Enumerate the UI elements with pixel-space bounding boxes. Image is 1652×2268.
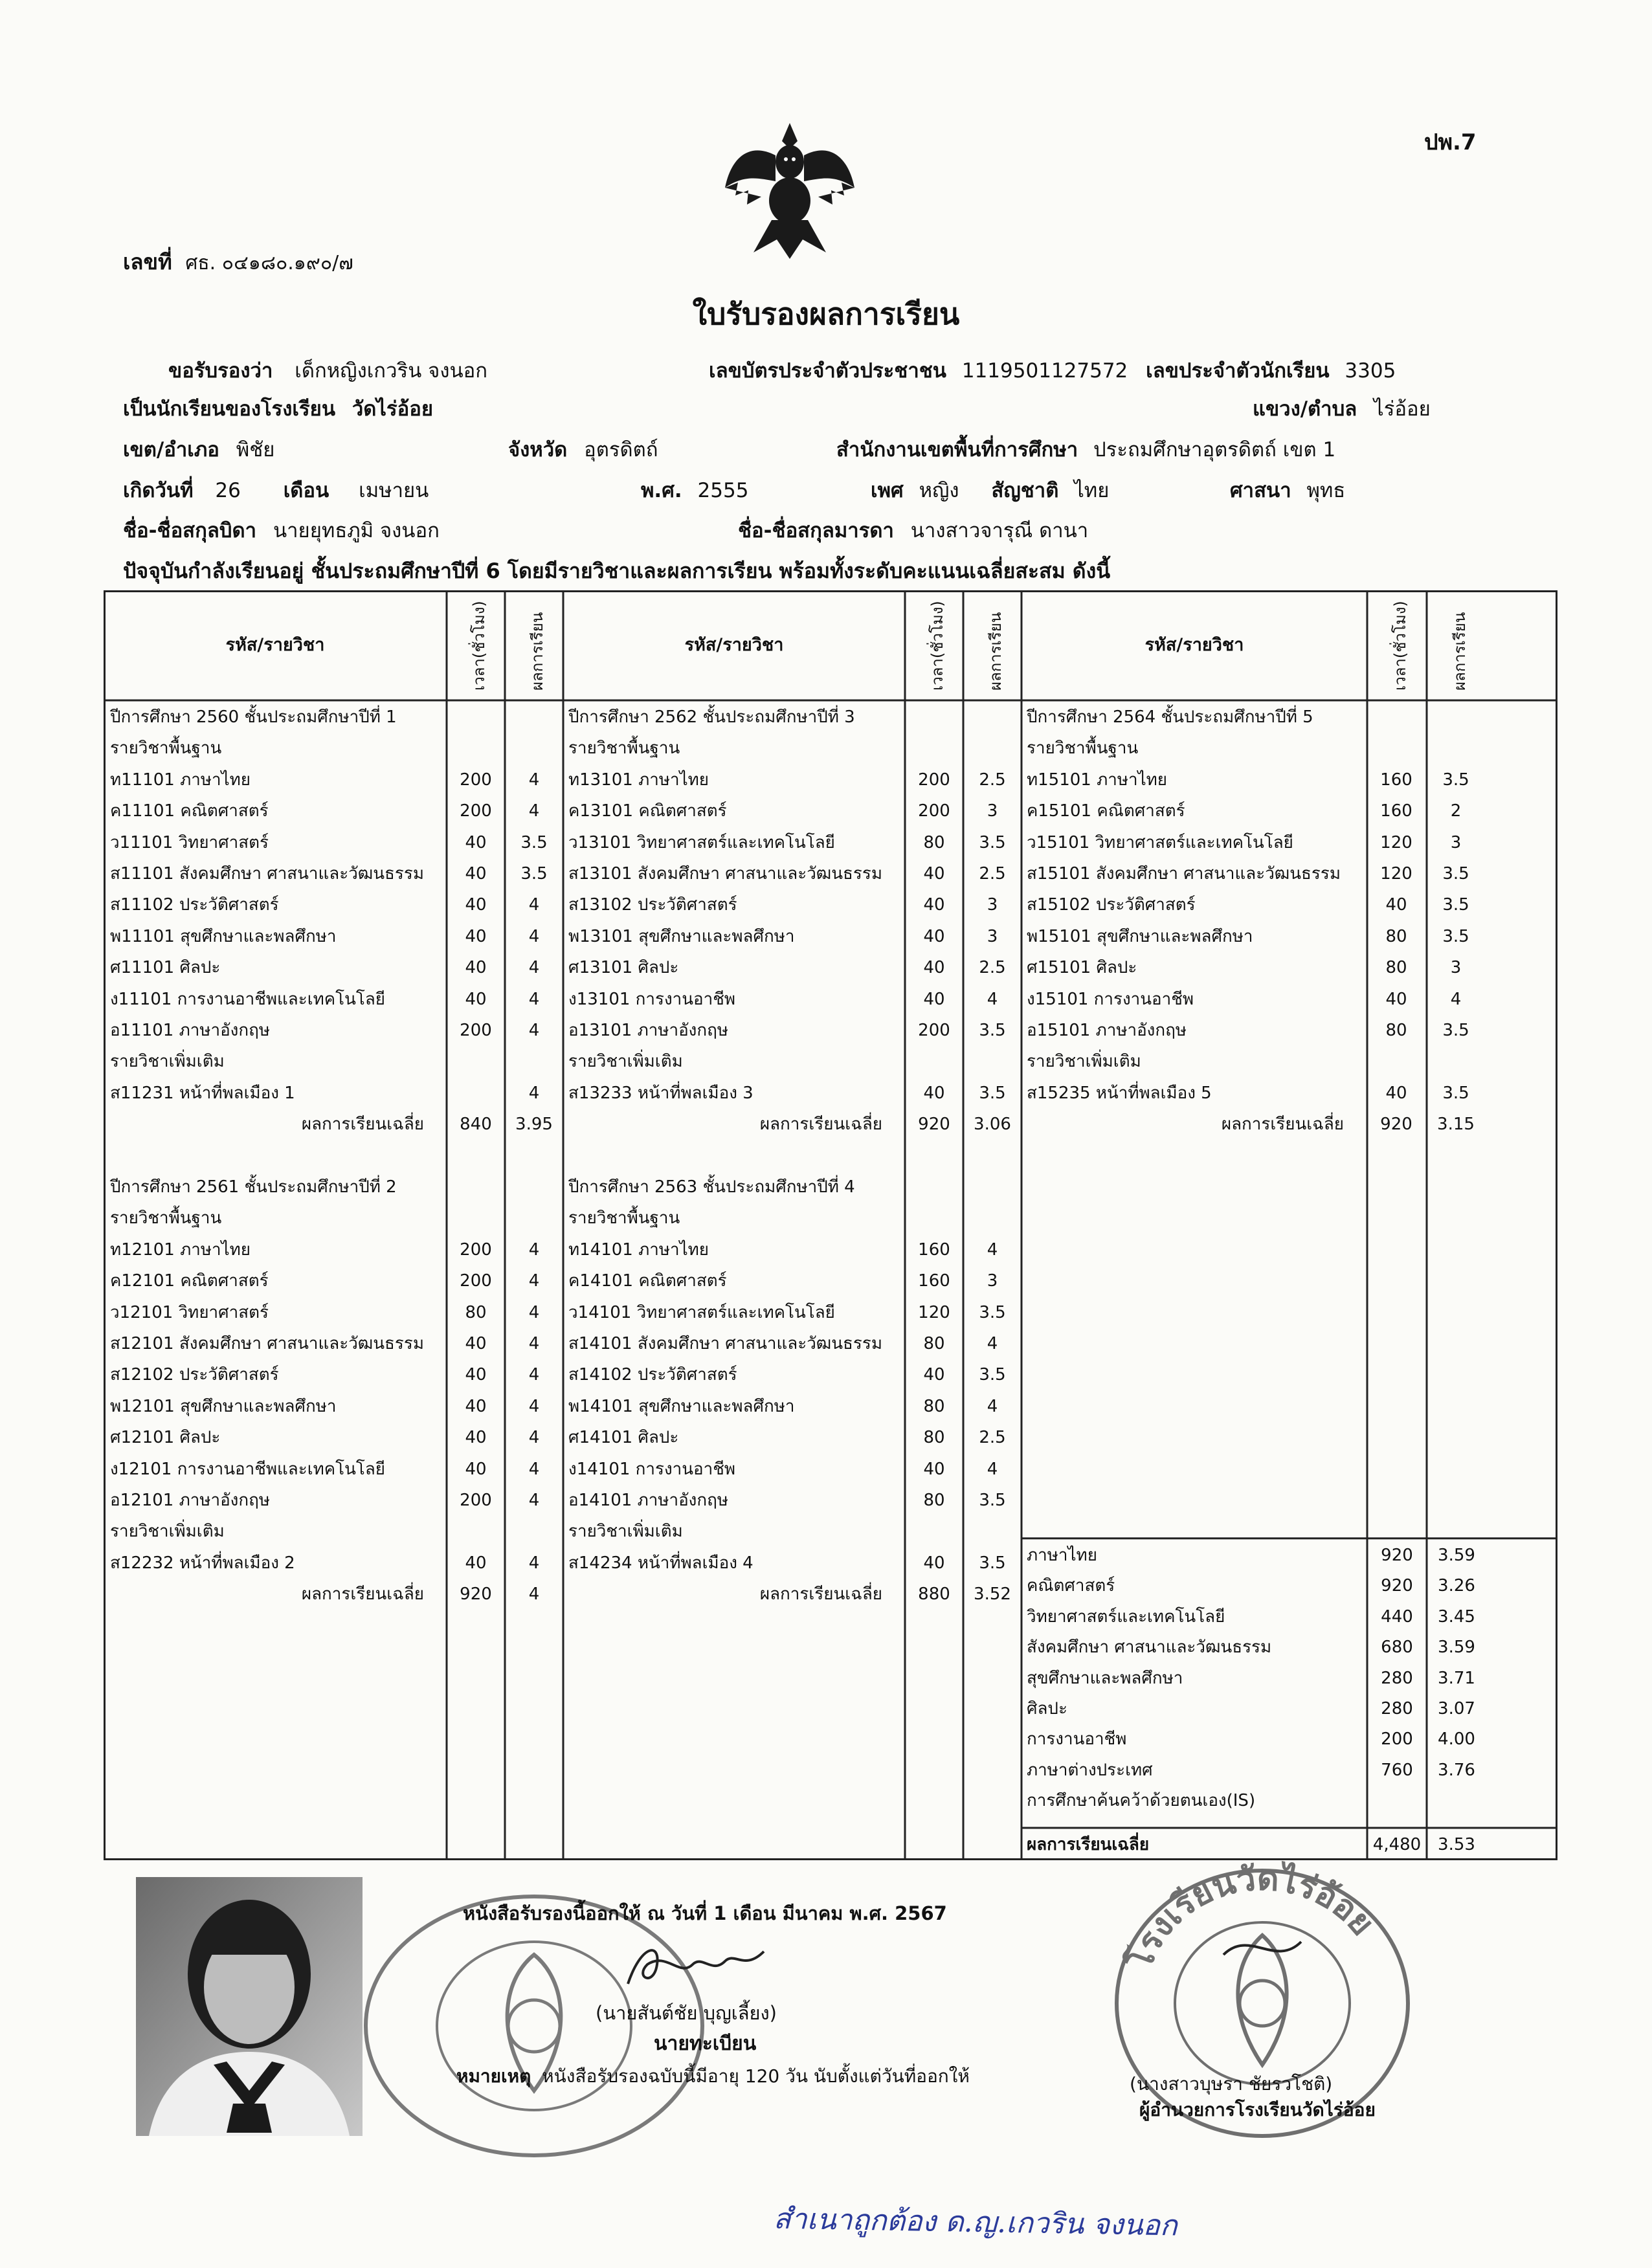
subject-cell: ง13101 การงานอาชีพ — [568, 989, 736, 1009]
grade-cell: 4 — [528, 1302, 540, 1322]
subject-cell: ศ15101 ศิลปะ — [1027, 958, 1137, 978]
year-label: พ.ศ. — [641, 479, 682, 502]
grade-cell: 4 — [528, 1491, 540, 1510]
summary-hours: 680 — [1381, 1638, 1413, 1658]
hours-cell: 40 — [923, 864, 945, 884]
grade-cell: 2.5 — [979, 1428, 1006, 1448]
doc-number-value: ศธ. ๐๔๑๘๐.๑๙๐/๗ — [185, 252, 353, 274]
summary-grade: 3.71 — [1438, 1668, 1475, 1688]
hours-cell: 40 — [465, 1459, 487, 1479]
student-photo — [136, 1877, 363, 2136]
month-label: เดือน — [283, 479, 329, 502]
summary-grade: 3.45 — [1438, 1606, 1475, 1627]
summary-grade: 4.00 — [1438, 1729, 1475, 1750]
subject-cell: ท15101 ภาษาไทย — [1027, 770, 1168, 790]
subject-cell: ส15101 สังคมศึกษา ศาสนาและวัฒนธรรม — [1027, 864, 1341, 884]
hours-cell: 840 — [460, 1115, 492, 1135]
grade-cell: 3.5 — [1442, 1083, 1469, 1103]
hours-cell: 200 — [460, 1021, 492, 1040]
registrar-title: นายทะเบียน — [654, 2032, 757, 2055]
summary-hours: 200 — [1381, 1729, 1413, 1750]
hours-cell: 40 — [465, 1553, 487, 1573]
student-id-value: 3305 — [1345, 359, 1396, 383]
document-title: ใบรับรองผลการเรียน — [692, 296, 960, 331]
hours-cell: 160 — [918, 1271, 950, 1291]
subject-cell: ง11101 การงานอาชีพและเทคโนโลยี — [110, 989, 385, 1009]
summary-grade: 3.59 — [1438, 1545, 1475, 1565]
district-value: พิชัย — [236, 438, 275, 461]
id-line — [709, 358, 1396, 384]
grade-cell: 2.5 — [979, 958, 1006, 978]
subject-cell: ค15101 คณิตศาสตร์ — [1027, 801, 1185, 821]
summary-subject: ภาษาต่างประเทศ — [1027, 1760, 1153, 1780]
grade-cell: 3 — [987, 926, 998, 946]
grade-cell: 4 — [1450, 989, 1462, 1009]
header-grade-3: ผลการเรียน — [1451, 612, 1469, 691]
grade-cell: 3.5 — [979, 1365, 1006, 1385]
subject-cell: พ15101 สุขศึกษาและพลศึกษา — [1027, 926, 1253, 946]
district-label: เขต/อำเภอ — [123, 438, 219, 461]
father-value: นายยุทธภูมิ จงนอก — [273, 519, 440, 542]
grade-cell: 4 — [528, 1459, 540, 1479]
hours-cell: 40 — [465, 958, 487, 978]
grade-cell: 4 — [528, 1021, 540, 1040]
subject-cell: ว13101 วิทยาศาสตร์และเทคโนโลยี — [568, 832, 835, 852]
hours-cell: 40 — [1385, 895, 1407, 915]
document-number — [123, 249, 353, 276]
grade-cell: 4 — [528, 926, 540, 946]
subject-cell: พ13101 สุขศึกษาและพลศึกษา — [568, 926, 795, 946]
hours-cell: 40 — [923, 895, 945, 915]
summary-hours: 280 — [1381, 1698, 1413, 1718]
hours-cell: 80 — [1385, 926, 1407, 946]
grade-cell: 4 — [528, 1271, 540, 1291]
religion-label: ศาสนา — [1230, 479, 1291, 502]
school-stamp-left — [346, 1884, 722, 2168]
sex-label: เพศ — [871, 479, 904, 502]
summary-hours: 440 — [1381, 1606, 1413, 1627]
grade-cell: 4 — [528, 801, 540, 821]
summary-grade: 3.07 — [1438, 1698, 1475, 1718]
school-label: เป็นนักเรียนของโรงเรียน — [123, 397, 336, 421]
subject-cell: รายวิชาเพิ่มเติม — [568, 1052, 683, 1072]
summary-grade: 3.76 — [1438, 1760, 1475, 1780]
subject-cell: ท12101 ภาษาไทย — [110, 1240, 251, 1260]
header-grade-1: ผลการเรียน — [528, 612, 546, 691]
header-subject-2: รหัส/รายวิชา — [684, 635, 784, 655]
grade-cell: 3.5 — [1442, 770, 1469, 790]
subject-cell: รายวิชาพื้นฐาน — [568, 1208, 680, 1228]
hours-cell: 80 — [923, 1334, 945, 1353]
hours-cell: 80 — [1385, 958, 1407, 978]
hours-cell: 120 — [1380, 832, 1412, 852]
grade-cell: 4 — [528, 1083, 540, 1103]
stamp-label: โรงเรียนวัดไร่อ้อย — [1121, 1859, 1382, 1975]
grade-cell: 4 — [987, 1240, 998, 1260]
hours-cell: 40 — [465, 1396, 487, 1416]
grade-cell: 3 — [987, 895, 998, 915]
summary-hours: 280 — [1381, 1668, 1413, 1688]
grade-cell: 4 — [987, 1459, 998, 1479]
father-line — [123, 518, 440, 544]
born-year: 2555 — [697, 479, 749, 502]
office-label: สำนักงานเขตพื้นที่การศึกษา — [836, 438, 1078, 461]
school-value: วัดไร่อ้อย — [352, 397, 434, 421]
subdistrict-value: ไร่อ้อย — [1374, 397, 1431, 421]
hours-cell: 200 — [460, 801, 492, 821]
grade-cell: 3.5 — [1442, 926, 1469, 946]
grade-cell: 3.5 — [979, 1302, 1006, 1322]
grade-cell: 3.5 — [1442, 864, 1469, 884]
grade-cell: 3 — [987, 801, 998, 821]
grade-cell: 4 — [528, 958, 540, 978]
mother-value: นางสาวจารุณี ดานา — [910, 519, 1089, 542]
nationality-value: ไทย — [1074, 479, 1110, 502]
grade-cell: 4 — [528, 1553, 540, 1573]
garuda-emblem — [719, 117, 861, 265]
registrar-signature — [621, 1939, 770, 1997]
subject-cell: ส14234 หน้าที่พลเมือง 4 — [568, 1553, 753, 1573]
father-label: ชื่อ-ชื่อสกุลบิดา — [123, 519, 257, 542]
hours-cell: 40 — [923, 1459, 945, 1479]
hours-cell: 880 — [918, 1584, 950, 1605]
hours-cell: 40 — [923, 1365, 945, 1385]
grade-cell: 2.5 — [979, 770, 1006, 790]
summary-hours: 920 — [1381, 1545, 1413, 1565]
id-card-label: เลขบัตรประจำตัวประชาชน — [709, 359, 946, 383]
grade-cell: 2 — [1450, 801, 1462, 821]
hours-cell: 40 — [465, 864, 487, 884]
religion-line — [1230, 478, 1345, 504]
province-line — [508, 437, 658, 463]
summary-subject: ภาษาไทย — [1027, 1545, 1097, 1565]
subject-cell: พ14101 สุขศึกษาและพลศึกษา — [568, 1396, 795, 1416]
hours-cell: 40 — [465, 926, 487, 946]
mother-label: ชื่อ-ชื่อสกุลมารดา — [738, 519, 894, 542]
grade-cell: 4 — [987, 1334, 998, 1353]
hours-cell: 920 — [1380, 1115, 1412, 1135]
hours-cell: 920 — [460, 1584, 492, 1605]
summary-subject: คณิตศาสตร์ — [1027, 1576, 1115, 1596]
subdistrict-line — [1253, 396, 1431, 422]
hours-cell: 40 — [465, 1365, 487, 1385]
office-line — [836, 437, 1335, 463]
subject-cell: ปีการศึกษา 2562 ชั้นประถมศึกษาปีที่ 3 — [568, 707, 855, 727]
summary-hours: 920 — [1381, 1576, 1413, 1596]
hours-cell: 40 — [923, 958, 945, 978]
sex-line — [871, 478, 1109, 504]
district-line — [123, 437, 274, 463]
hours-cell: 200 — [918, 801, 950, 821]
hours-cell: 40 — [465, 1334, 487, 1353]
hours-cell: 200 — [460, 1491, 492, 1510]
summary-subject: การงานอาชีพ — [1027, 1729, 1127, 1750]
hours-cell: 40 — [1385, 989, 1407, 1009]
hours-cell: 40 — [923, 926, 945, 946]
subject-cell: ศ11101 ศิลปะ — [110, 958, 221, 978]
overall-gpa: 3.53 — [1438, 1835, 1475, 1854]
subject-cell: ส14101 สังคมศึกษา ศาสนาและวัฒนธรรม — [568, 1334, 882, 1353]
subject-cell: อ11101 ภาษาอังกฤษ — [110, 1021, 270, 1040]
grades-table — [104, 590, 1557, 1860]
summary-subject: การศึกษาค้นคว้าด้วยตนเอง(IS) — [1027, 1791, 1256, 1811]
hours-cell: 160 — [1380, 770, 1412, 790]
grade-cell: 4 — [528, 1428, 540, 1448]
subject-cell: รายวิชาพื้นฐาน — [110, 739, 222, 759]
grade-cell: 4 — [528, 989, 540, 1009]
grade-cell: 3.5 — [1442, 1021, 1469, 1040]
subject-cell: ปีการศึกษา 2563 ชั้นประถมศึกษาปีที่ 4 — [568, 1177, 855, 1197]
office-value: ประถมศึกษาอุตรดิตถ์ เขต 1 — [1093, 438, 1336, 461]
grade-cell: 3.15 — [1437, 1115, 1475, 1135]
province-value: อุตรดิตถ์ — [584, 438, 658, 461]
mother-line — [738, 518, 1088, 544]
hours-cell: 40 — [923, 1083, 945, 1103]
grade-cell: 4 — [528, 770, 540, 790]
grade-cell: 3.5 — [979, 832, 1006, 852]
subject-cell: ท14101 ภาษาไทย — [568, 1240, 709, 1260]
subject-cell: รายวิชาพื้นฐาน — [110, 1208, 222, 1228]
religion-value: พุทธ — [1306, 479, 1346, 502]
subject-cell: ค12101 คณิตศาสตร์ — [110, 1271, 269, 1291]
subject-cell: อ13101 ภาษาอังกฤษ — [568, 1021, 728, 1040]
subject-cell: รายวิชาเพิ่มเติม — [110, 1522, 225, 1542]
subject-cell: อ15101 ภาษาอังกฤษ — [1027, 1021, 1187, 1040]
overall-hours: 4,480 — [1372, 1835, 1422, 1854]
grade-cell: 3.5 — [979, 1553, 1006, 1573]
doc-number-label: เลขที่ — [123, 249, 172, 274]
statement: ปัจจุบันกำลังเรียนอยู่ ชั้นประถมศึกษาปีที่ 6 โดยมีรายวิชาและผลการเรียน พร้อมทั้งระดับคะแนนเฉลี่ยสะสม ดังนี้ — [123, 559, 1111, 583]
hours-cell: 40 — [1385, 1083, 1407, 1103]
student-id-label: เลขประจำตัวนักเรียน — [1146, 359, 1330, 383]
hours-cell: 80 — [923, 1491, 945, 1510]
header-hours-2: เวลา(ชั่วโมง) — [928, 601, 946, 691]
subject-cell: ส15102 ประวัติศาสตร์ — [1027, 895, 1196, 915]
grade-cell: 4 — [528, 1396, 540, 1416]
hours-cell: 80 — [923, 1396, 945, 1416]
subject-cell: ว12101 วิทยาศาสตร์ — [110, 1302, 269, 1322]
grade-cell: 4 — [528, 1584, 540, 1605]
summary-subject: สุขศึกษาและพลศึกษา — [1027, 1668, 1183, 1688]
grade-cell: 2.5 — [979, 864, 1006, 884]
summary-subject: วิทยาศาสตร์และเทคโนโลยี — [1027, 1606, 1225, 1627]
grade-cell: 3.5 — [979, 1021, 1006, 1040]
issued-date: หนังสือรับรองนี้ออกให้ ณ วันที่ 1 เดือน มีนาคม พ.ศ. 2567 — [463, 1902, 947, 1924]
subject-cell: ว14101 วิทยาศาสตร์และเทคโนโลยี — [568, 1302, 835, 1322]
form-code: ปพ.7 — [1424, 129, 1477, 155]
summary-hours: 760 — [1381, 1760, 1413, 1780]
subdistrict-label: แขวง/ตำบล — [1253, 397, 1357, 421]
subject-cell: ท13101 ภาษาไทย — [568, 770, 709, 790]
header-grade-2: ผลการเรียน — [987, 612, 1005, 691]
hours-cell: 160 — [1380, 801, 1412, 821]
subject-cell: ง12101 การงานอาชีพและเทคโนโลยี — [110, 1459, 385, 1479]
summary-grade: 3.59 — [1438, 1638, 1475, 1658]
subject-cell: ส15235 หน้าที่พลเมือง 5 — [1027, 1083, 1212, 1103]
hours-cell: 40 — [923, 989, 945, 1009]
subject-cell: รายวิชาพื้นฐาน — [1027, 739, 1139, 759]
subject-cell: รายวิชาเพิ่มเติม — [110, 1052, 225, 1072]
handwritten-certification: สำเนาถูกต้อง ด.ญ.เกวริน จงนอก — [773, 2202, 1178, 2243]
subject-cell: ส14102 ประวัติศาสตร์ — [568, 1365, 737, 1385]
subject-cell: ค14101 คณิตศาสตร์ — [568, 1271, 727, 1291]
overall-average-label: ผลการเรียนเฉลี่ย — [1027, 1835, 1150, 1854]
hours-cell: 80 — [923, 1428, 945, 1448]
certify-label: ขอรับรองว่า — [168, 359, 273, 383]
average-label: ผลการเรียนเฉลี่ย — [301, 1584, 424, 1605]
subject-cell: ศ13101 ศิลปะ — [568, 958, 679, 978]
subject-cell: ส11102 ประวัติศาสตร์ — [110, 895, 279, 915]
summary-subject: สังคมศึกษา ศาสนาและวัฒนธรรม — [1027, 1638, 1272, 1658]
header-hours-3: เวลา(ชั่วโมง) — [1391, 601, 1409, 691]
subject-cell: ปีการศึกษา 2560 ชั้นประถมศึกษาปีที่ 1 — [110, 707, 397, 727]
hours-cell: 200 — [918, 1021, 950, 1040]
grade-cell: 4 — [987, 989, 998, 1009]
grade-cell: 4 — [528, 895, 540, 915]
id-card-value: 1119501127572 — [961, 359, 1128, 383]
subject-cell: อ14101 ภาษาอังกฤษ — [568, 1491, 728, 1510]
hours-cell: 80 — [1385, 1021, 1407, 1040]
grade-cell: 3 — [1450, 958, 1462, 978]
grade-cell: 4 — [528, 1240, 540, 1260]
subject-cell: อ12101 ภาษาอังกฤษ — [110, 1491, 270, 1510]
subject-cell: ส12102 ประวัติศาสตร์ — [110, 1365, 279, 1385]
hours-cell: 40 — [465, 989, 487, 1009]
hours-cell: 200 — [460, 1240, 492, 1260]
hours-cell: 40 — [465, 832, 487, 852]
summary-subject: ศิลปะ — [1027, 1698, 1067, 1718]
subject-cell: ง14101 การงานอาชีพ — [568, 1459, 736, 1479]
grade-cell: 3.5 — [520, 832, 548, 852]
registrar-name: (นายสันต์ชัย บุญเลี้ยง) — [596, 2002, 777, 2024]
subject-cell: ง15101 การงานอาชีพ — [1027, 989, 1194, 1009]
hours-cell: 200 — [460, 770, 492, 790]
born-day: 26 — [215, 479, 241, 502]
director-title: ผู้อำนวยการโรงเรียนวัดไร่อ้อย — [1139, 2099, 1376, 2120]
sex-value: หญิง — [919, 479, 959, 502]
subject-cell: รายวิชาเพิ่มเติม — [568, 1522, 683, 1542]
grade-cell: 4 — [987, 1396, 998, 1416]
student-name: เด็กหญิงเกวริน จงนอก — [295, 359, 488, 383]
subject-cell: ส12232 หน้าที่พลเมือง 2 — [110, 1553, 295, 1573]
grade-cell: 3.06 — [974, 1115, 1011, 1135]
grade-cell: 3 — [1450, 832, 1462, 852]
grade-cell: 3.5 — [520, 864, 548, 884]
hours-cell: 80 — [923, 832, 945, 852]
grade-cell: 3.5 — [1442, 895, 1469, 915]
hours-cell: 40 — [923, 1553, 945, 1573]
subject-cell: ส13102 ประวัติศาสตร์ — [568, 895, 737, 915]
grade-cell: 3.5 — [979, 1083, 1006, 1103]
hours-cell: 120 — [1380, 864, 1412, 884]
average-label: ผลการเรียนเฉลี่ย — [301, 1115, 424, 1135]
grade-cell: 3.52 — [974, 1584, 1011, 1605]
header-hours-1: เวลา(ชั่วโมง) — [470, 601, 488, 691]
subject-cell: ส13233 หน้าที่พลเมือง 3 — [568, 1083, 753, 1103]
header-subject-1: รหัส/รายวิชา — [225, 635, 325, 655]
school-line — [123, 396, 433, 422]
subject-cell: ปีการศึกษา 2561 ชั้นประถมศึกษาปีที่ 2 — [110, 1177, 397, 1197]
province-label: จังหวัด — [508, 438, 568, 461]
hours-cell: 200 — [918, 770, 950, 790]
average-label: ผลการเรียนเฉลี่ย — [759, 1115, 882, 1135]
subject-cell: ค13101 คณิตศาสตร์ — [568, 801, 727, 821]
summary-grade: 3.26 — [1438, 1576, 1475, 1596]
grade-cell: 3 — [987, 1271, 998, 1291]
average-label: ผลการเรียนเฉลี่ย — [759, 1584, 882, 1605]
subject-cell: ปีการศึกษา 2564 ชั้นประถมศึกษาปีที่ 5 — [1027, 707, 1313, 727]
grade-cell: 3.5 — [979, 1491, 1006, 1510]
born-month: เมษายน — [359, 479, 429, 502]
hours-cell: 40 — [465, 1428, 487, 1448]
header-subject-3: รหัส/รายวิชา — [1144, 635, 1244, 655]
subject-cell: ศ12101 ศิลปะ — [110, 1428, 221, 1448]
note-label: หมายเหตุ — [456, 2065, 531, 2087]
born-label: เกิดวันที่ — [123, 479, 194, 502]
footer-note — [456, 2063, 970, 2089]
subject-cell: ศ14101 ศิลปะ — [568, 1428, 679, 1448]
hours-cell: 80 — [465, 1302, 487, 1322]
subject-cell: รายวิชาเพิ่มเติม — [1027, 1052, 1141, 1072]
subject-cell: ค11101 คณิตศาสตร์ — [110, 801, 269, 821]
subject-cell: ส11101 สังคมศึกษา ศาสนาและวัฒนธรรม — [110, 864, 424, 884]
subject-cell: ส11231 หน้าที่พลเมือง 1 — [110, 1083, 295, 1103]
average-label: ผลการเรียนเฉลี่ย — [1221, 1115, 1344, 1135]
director-name: (นางสาวบุษรา ชัยรวโชติ) — [1130, 2073, 1333, 2095]
note-text: หนังสือรับรองฉบับนี้มีอายุ 120 วัน นับตั้งแต่วันที่ออกให้ — [542, 2065, 970, 2087]
grade-cell: 4 — [528, 1365, 540, 1385]
hours-cell: 40 — [465, 895, 487, 915]
nationality-label: สัญชาติ — [991, 479, 1059, 502]
subject-cell: ส12101 สังคมศึกษา ศาสนาและวัฒนธรรม — [110, 1334, 424, 1353]
grade-cell: 4 — [528, 1334, 540, 1353]
subject-cell: ว11101 วิทยาศาสตร์ — [110, 832, 269, 852]
hours-cell: 160 — [918, 1240, 950, 1260]
hours-cell: 200 — [460, 1271, 492, 1291]
birth-day-line — [123, 478, 429, 504]
subject-cell: พ12101 สุขศึกษาและพลศึกษา — [110, 1396, 337, 1416]
subject-cell: ท11101 ภาษาไทย — [110, 770, 251, 790]
subject-cell: พ11101 สุขศึกษาและพลศึกษา — [110, 926, 337, 946]
subject-cell: ส13101 สังคมศึกษา ศาสนาและวัฒนธรรม — [568, 864, 882, 884]
certify-line — [168, 358, 487, 384]
grade-cell: 3.95 — [515, 1115, 553, 1135]
hours-cell: 120 — [918, 1302, 950, 1322]
hours-cell: 920 — [918, 1115, 950, 1135]
subject-cell: ว15101 วิทยาศาสตร์และเทคโนโลยี — [1027, 832, 1293, 852]
birth-year-line — [641, 478, 748, 504]
subject-cell: รายวิชาพื้นฐาน — [568, 739, 680, 759]
